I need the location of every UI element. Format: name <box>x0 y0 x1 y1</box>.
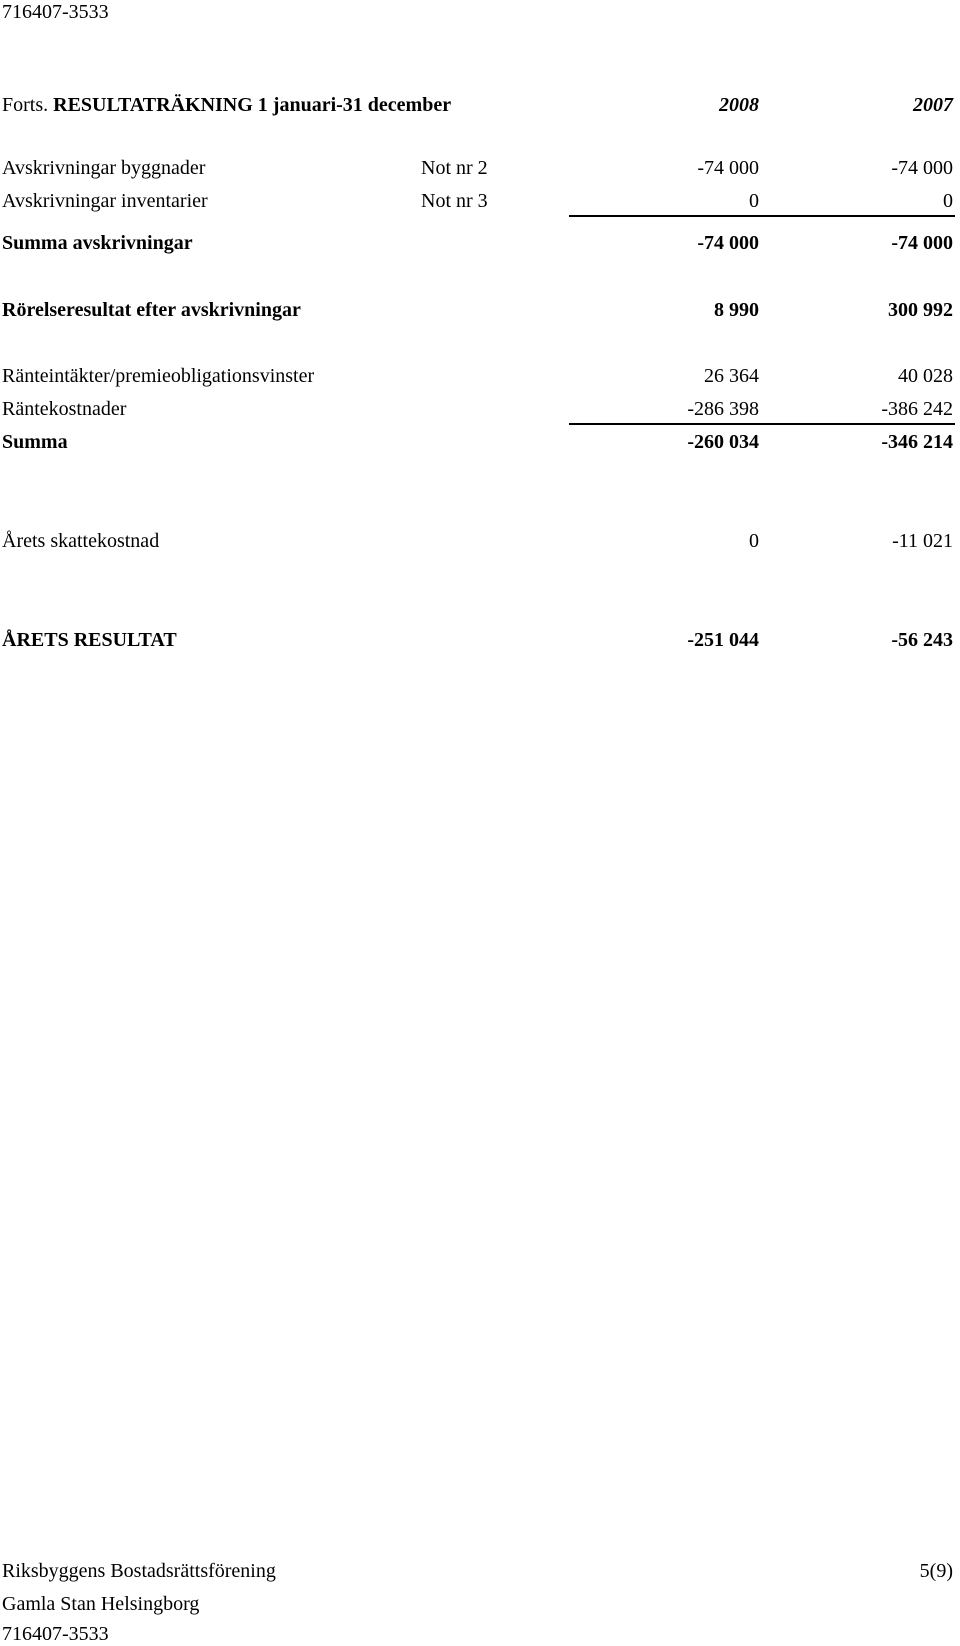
row-value-2008: -251 044 <box>687 629 759 651</box>
row-label: Rörelseresultat efter avskrivningar <box>2 299 301 321</box>
row-value-2008: 0 <box>749 530 759 552</box>
row-value-2008: -74 000 <box>697 157 759 179</box>
footer-association: Riksbyggens Bostadsrättsförening <box>2 1560 276 1582</box>
row-label: Räntekostnader <box>2 398 127 420</box>
row-value-2008: -286 398 <box>687 398 759 420</box>
subtotal-rule <box>569 215 955 217</box>
row-label: ÅRETS RESULTAT <box>2 629 177 651</box>
row-note: Not nr 2 <box>421 157 488 179</box>
footer-org-number: 716407-3533 <box>2 1623 109 1645</box>
row-note: Not nr 3 <box>421 190 488 212</box>
header-org-number: 716407-3533 <box>2 1 109 23</box>
subtotal-rule <box>569 423 955 425</box>
row-value-2008: -74 000 <box>697 232 759 254</box>
row-label: Avskrivningar inventarier <box>2 190 208 212</box>
row-value-2007: 40 028 <box>898 365 953 387</box>
row-value-2007: -346 214 <box>881 431 953 453</box>
row-value-2007: -74 000 <box>891 232 953 254</box>
row-value-2007: -11 021 <box>892 530 953 552</box>
row-value-2007: -386 242 <box>881 398 953 420</box>
row-value-2007: -56 243 <box>891 629 953 651</box>
row-label: Summa avskrivningar <box>2 232 193 254</box>
row-value-2007: 300 992 <box>888 299 953 321</box>
row-value-2008: 8 990 <box>714 299 759 321</box>
row-value-2008: 26 364 <box>704 365 759 387</box>
statement-title <box>2 95 451 115</box>
row-label: Ränteintäkter/premieobligationsvinster <box>2 365 315 387</box>
year-current: 2008 <box>719 94 759 116</box>
footer-page-number: 5(9) <box>919 1560 953 1582</box>
row-label: Årets skattekostnad <box>2 530 160 552</box>
row-value-2007: -74 000 <box>891 157 953 179</box>
row-value-2008: 0 <box>749 190 759 212</box>
title-text: RESULTATRÄKNING 1 januari-31 december <box>53 94 452 116</box>
row-label: Avskrivningar byggnader <box>2 157 206 179</box>
title-prefix: Forts. <box>2 94 49 116</box>
row-label: Summa <box>2 431 68 453</box>
row-value-2007: 0 <box>943 190 953 212</box>
row-value-2008: -260 034 <box>687 431 759 453</box>
year-previous: 2007 <box>913 94 953 116</box>
footer-location: Gamla Stan Helsingborg <box>2 1593 200 1615</box>
